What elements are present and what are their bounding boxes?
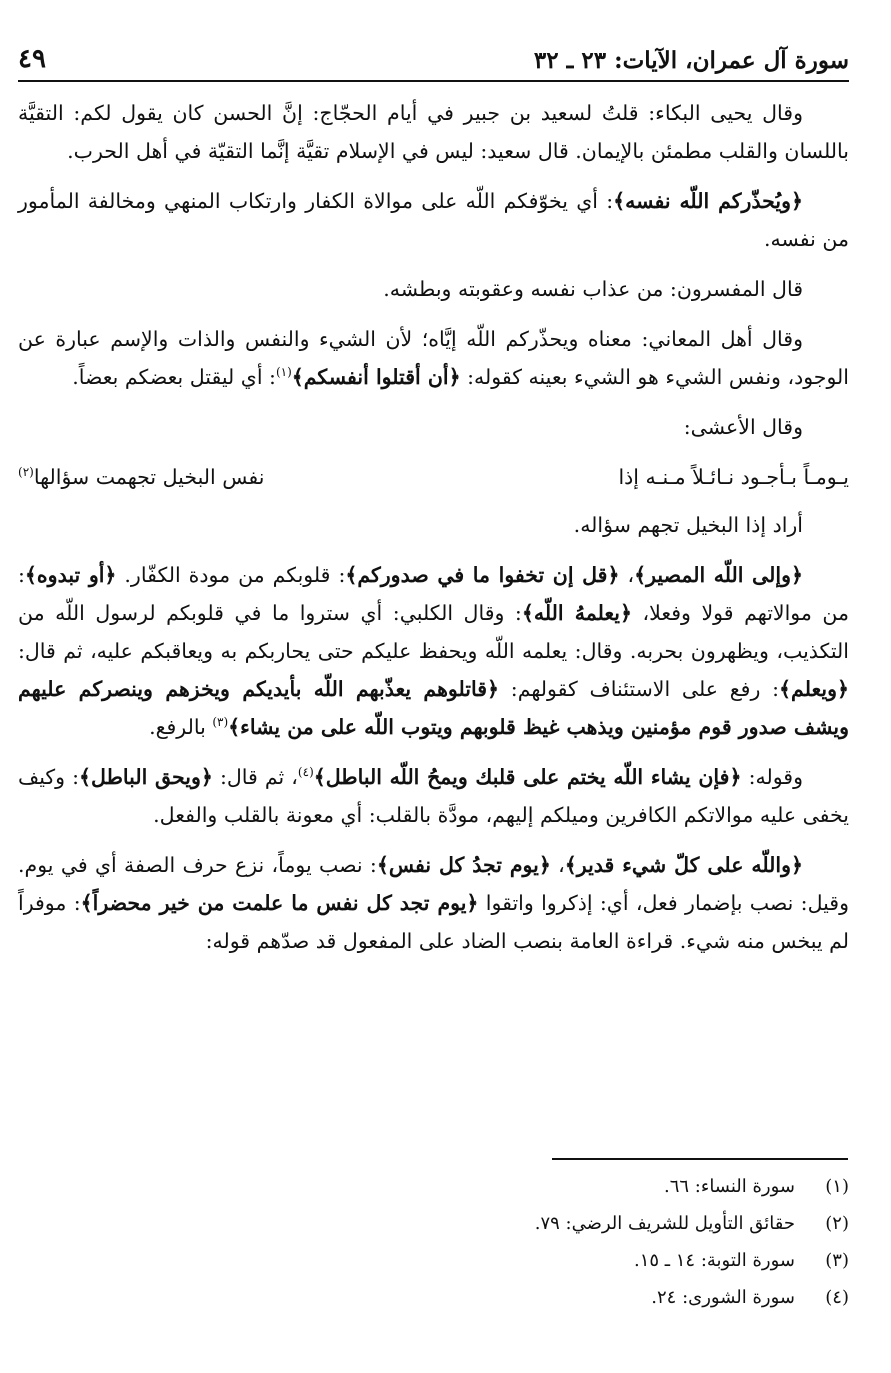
quran-quote: ﴿يوم تجدُ كل نفس﴾ [376,853,551,877]
footnote-text: سورة التوبة: ١٤ ـ ١٥. [633,1250,795,1271]
paragraph-8 [18,758,849,834]
verse-first-hemistich: يـومـاً بـأجـود نـائـلاً مـنـه إذا [618,465,849,489]
footnote-text: سورة النساء: ٦٦. [663,1176,795,1197]
text-run: وقال أهل المعاني: معناه ويحذّركم اللّه إيَّاه؛ لأن الشيء والنفس والذات والإسم عبارة عن الوجود، ونفس الشيء هو الشيء بعينه كقوله: [18,327,849,389]
quran-quote: ﴿فإن يشاء اللّه يختم على قلبك ويمحُ اللّه الباطل﴾ [313,765,742,789]
text-run: ، [619,563,635,587]
text-run: وقوله: [741,765,803,789]
footnote-item [18,1279,849,1316]
footnote-number: (٢) [825,1213,849,1234]
text-run: بالرفع. [149,715,213,739]
page-number: ٤٩ [18,44,46,74]
paragraph-4 [18,320,849,396]
footnotes [18,1168,849,1316]
paragraph-2 [18,182,849,258]
quran-quote: ﴿أن أقتلوا أنفسكم﴾ [291,365,461,389]
footnote-text: حقائق التأويل للشريف الرضي: ٧٩. [534,1213,795,1234]
text-run: : أي يخوّفكم اللّه على موالاة الكفار وارتكاب المنهي ومخالفة المأمور من نفسه. [18,189,849,251]
page-header [18,30,849,82]
footnote-item [18,1205,849,1242]
text-run: : رفع على الاستئناف كقولهم: [499,677,780,701]
paragraph-9 [18,846,849,960]
quran-quote: ﴿واللّه على كلّ شيء قدير﴾ [564,853,803,877]
paragraph-7 [18,556,849,746]
quran-quote: ﴿ويحق الباطل﴾ [79,765,213,789]
text-run: ، ثم قال: [212,765,298,789]
text-run: : موفراً لم يبخس منه شيء. قراءة العامة بنصب الضاد على المفعول قد صدّهم قوله: [18,891,849,953]
text-run: : من موالاتهم قولا وفعلا، [18,563,849,625]
footnote-number: (١) [825,1176,849,1197]
footnote-item [18,1242,849,1279]
text-run: وقال يحيى البكاء: قلتُ لسعيد بن جبير في أيام الحجّاج: إنَّ الحسن كان يقول لكم: التقيَّة باللسان والقلب مطمئن بالإيمان. قال سعيد: ليس في الإسلام تقيَّة إنَّما التقيّة في أهل الحرب. [18,101,849,163]
text-run: : أي ليقتل بعضكم بعضاً. [72,365,276,389]
footnote-item [18,1168,849,1205]
verse-second-hemistich [18,458,264,496]
footnote-text: سورة الشورى: ٢٤. [651,1287,795,1308]
paragraph-3 [18,270,849,308]
poetry-verse [18,458,849,496]
footnote-divider [552,1158,848,1160]
paragraph-1 [18,94,849,170]
text-run: أراد إذا البخيل تجهم سؤاله. [573,513,803,537]
text-run: قال المفسرون: من عذاب نفسه وعقوبته وبطشه. [383,277,803,301]
quran-quote: ﴿ويُحذّركم اللّه نفسه﴾ [613,189,803,213]
footnote-ref: (٤) [297,765,314,780]
text-run: وقال الأعشى: [683,415,803,439]
text-run: : وقال الكلبي: أي ستروا ما في قلوبكم لرسول اللّه من التكذيب، ويظهرون بحربه. وقال: يعلمه اللّه ويحفظ عليكم حتى يحاربكم به ويعاقبكم عليه، ثم قال: [18,601,849,663]
footnote-number: (٣) [825,1250,849,1271]
footnote-ref: (٣) [212,715,229,730]
running-title: سورة آل عمران، الآيات: ٢٣ ـ ٣٢ [533,47,849,74]
quran-quote: ﴿أو تبدوه﴾ [24,563,117,587]
footnote-ref: (١) [275,365,292,380]
text-run: : نصب يوماً، نزع حرف الصفة أي في يوم. وقيل: نصب بإضمار فعل، أي: إذكروا واتقوا [18,853,849,915]
page-body [18,94,849,972]
quran-quote: ﴿ويعلم﴾ [779,677,849,701]
quran-quote: ﴿قل إن تخفوا ما في صدوركم﴾ [345,563,620,587]
text-run: نفس البخيل تجهمت سؤالها [33,465,265,489]
text-run: : قلوبكم من مودة الكفّار. [116,563,346,587]
text-run: ، [550,853,565,877]
text-run: : وكيف يخفى عليه موالاتكم الكافرين وميلكم إليهم، مودَّة بالقلب: أي معونة بالقلب والفعل. [18,765,849,827]
paragraph-5 [18,408,849,446]
footnote-number: (٤) [825,1287,849,1308]
quran-quote: ﴿يعلمهُ اللّه﴾ [521,601,632,625]
quran-quote: ﴿وإلى اللّه المصير﴾ [634,563,803,587]
quran-quote: ﴿يوم تجد كل نفس ما علمت من خير محضراً﴾ [80,891,479,915]
footnote-ref: (٢) [18,465,34,480]
paragraph-6 [18,506,849,544]
quran-quote: ﴿قاتلوهم يعذّبهم اللّه بأيديكم ويخزهم وينصركم عليهم ويشف صدور قوم مؤمنين ويذهب غيظ قلوبهم ويتوب اللّه على من يشاء﴾ [18,677,849,739]
